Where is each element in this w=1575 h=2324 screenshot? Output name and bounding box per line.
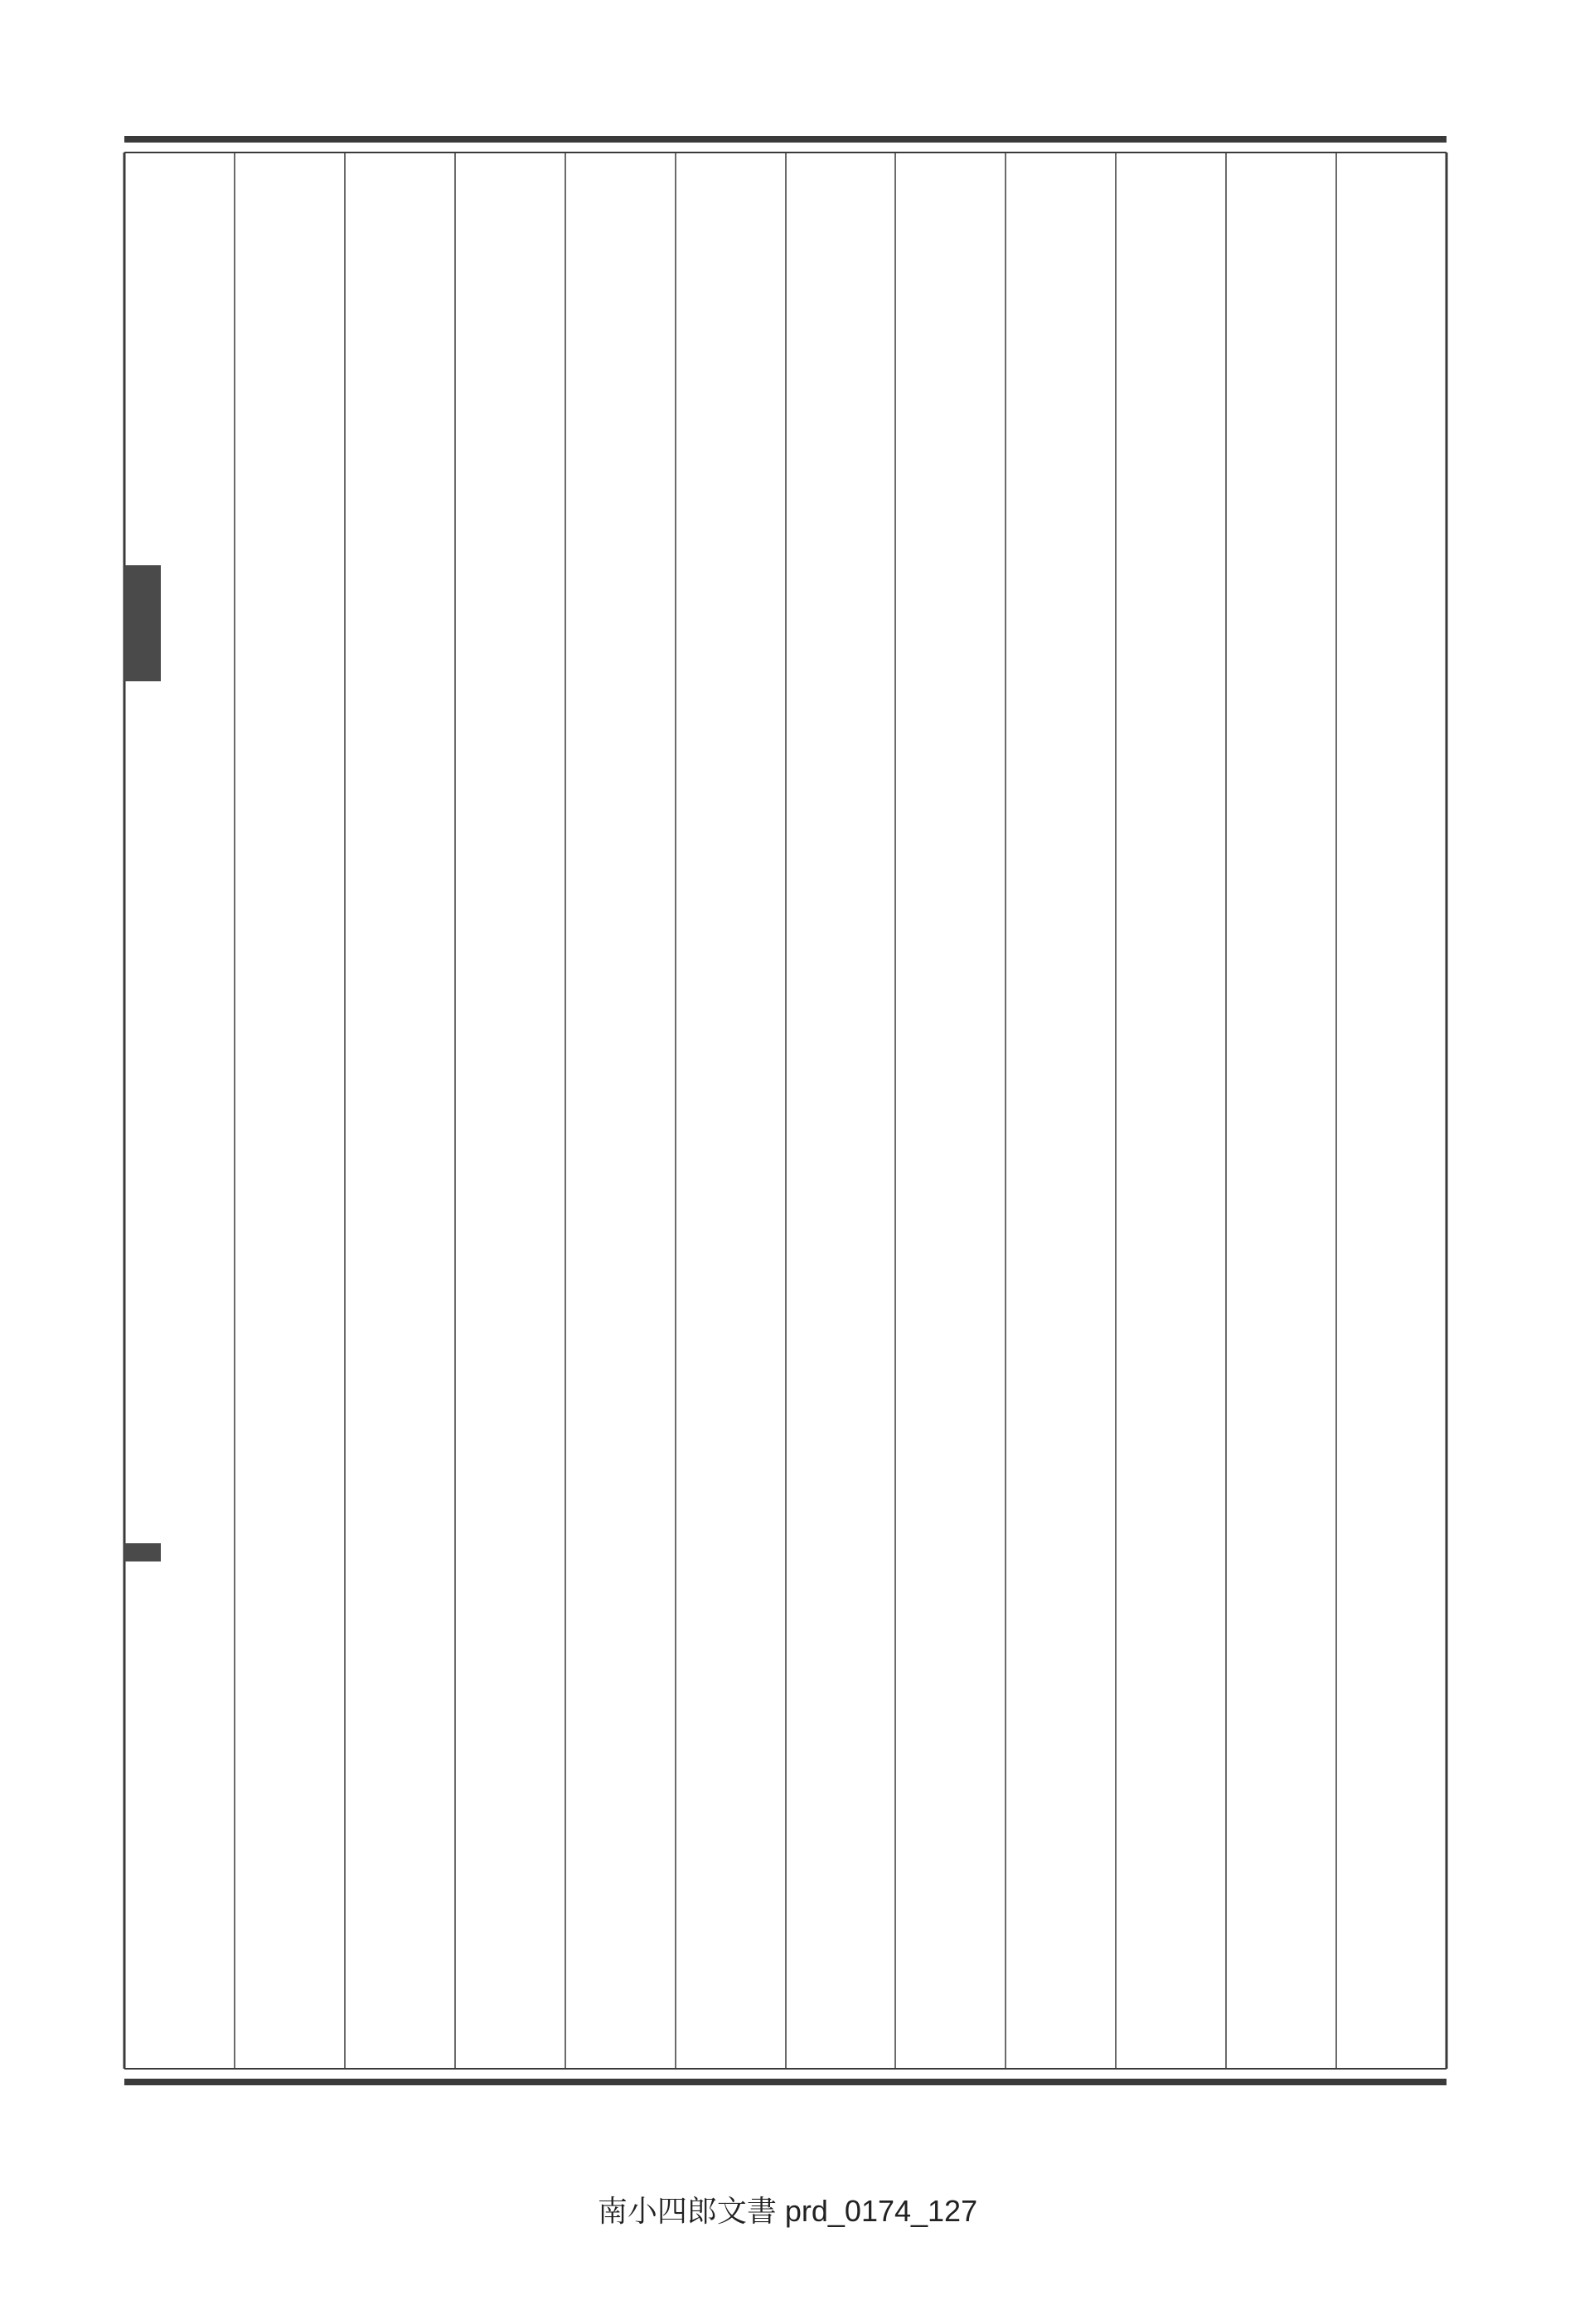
document-caption: 南小四郎文書 prd_0174_127 bbox=[597, 2194, 978, 2228]
binding-tab-lower bbox=[124, 1543, 161, 1561]
column-rules bbox=[124, 153, 1447, 2069]
binding-tab-upper bbox=[124, 565, 161, 681]
